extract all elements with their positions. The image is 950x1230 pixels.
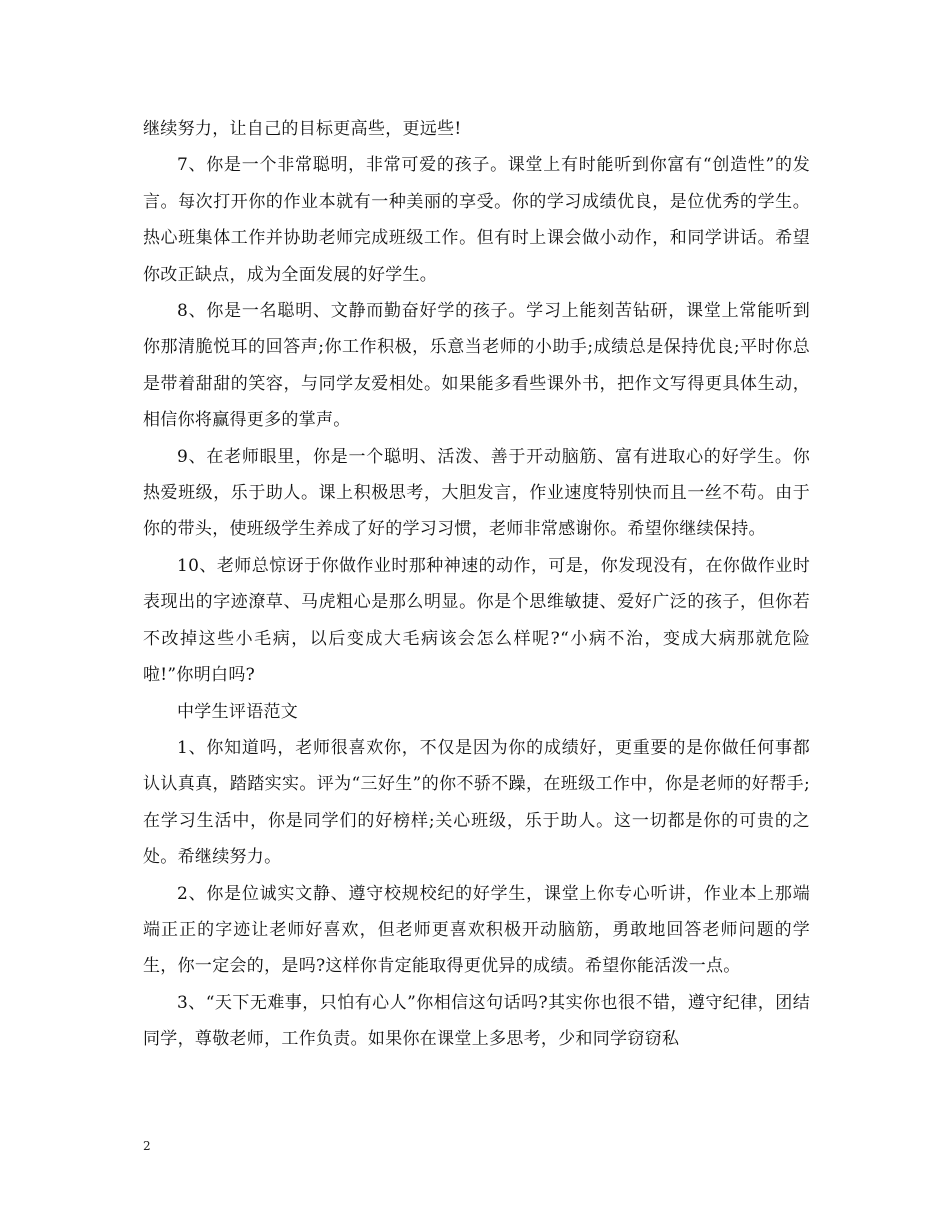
paragraph-comment-7: 7、你是一个非常聪明，非常可爱的孩子。课堂上有时能听到你富有“创造性”的发言。每次打开你的作业本就有一种美丽的享受。你的学习成绩优良，是位优秀的学生。热心班集体工作并协助老师完成班级工作。但有时上课会做小动作，和同学讲话。希望你改正缺点，成为全面发展的好学生。 — [143, 155, 810, 285]
paragraph-comment-8: 8、你是一名聪明、文静而勤奋好学的孩子。学习上能刻苦钻研，课堂上常能听到你那清脆悦耳的回答声;你工作积极，乐意当老师的小助手;成绩总是保持优良;平时你总是带着甜甜的笑容，与同学友爱相处。如果能多看些课外书，把作文写得更具体生动，相信你将赢得更多的掌声。 — [143, 301, 810, 431]
page-number: 2 — [143, 1139, 151, 1153]
paragraph-middle-school-1: 1、你知道吗，老师很喜欢你，不仅是因为你的成绩好，更重要的是你做任何事都认认真真，踏踏实实。评为“三好生”的你不骄不躁，在班级工作中，你是老师的好帮手;在学习生活中，你是同学们的好榜样;关心班级，乐于助人。这一切都是你的可贵的之处。希继续努力。 — [143, 737, 810, 868]
paragraph-middle-school-3: 3、“天下无难事，只怕有心人”你相信这句话吗?其实你也很不错，遵守纪律，团结同学，尊敬老师，工作负责。如果你在课堂上多思考，少和同学窃窃私 — [143, 992, 810, 1050]
paragraph-comment-10: 10、老师总惊讶于你做作业时那种神速的动作，可是，你发现没有，在你做作业时表现出的字迹潦草、马虎粗心是那么明显。你是个思维敏捷、爱好广泛的孩子，但你若不改掉这些小毛病，以后变成大毛病该会怎么样呢?“小病不治，变成大病那就危险啦!”你明白吗? — [143, 555, 810, 686]
paragraph-comment-9: 9、在老师眼里，你是一个聪明、活泼、善于开动脑筋、富有进取心的好学生。你热爱班级，乐于助人。课上积极思考，大胆发言，作业速度特别快而且一丝不苟。由于你的带头，使班级学生养成了好的学习习惯，老师非常感谢你。希望你继续保持。 — [143, 446, 810, 540]
paragraph-middle-school-2: 2、你是位诚实文静、遵守校规校纪的好学生，课堂上你专心听讲，作业本上那端端正正的字迹让老师好喜欢，但老师更喜欢积极开动脑筋，勇敢地回答老师问题的学生，你一定会的，是吗?这样你肯定能取得更优异的成绩。希望你能活泼一点。 — [143, 883, 810, 977]
paragraph-continuation: 继续努力，让自己的目标更高些，更远些! — [143, 119, 462, 139]
section-heading: 中学生评语范文 — [177, 701, 299, 722]
document-body — [143, 111, 810, 1058]
